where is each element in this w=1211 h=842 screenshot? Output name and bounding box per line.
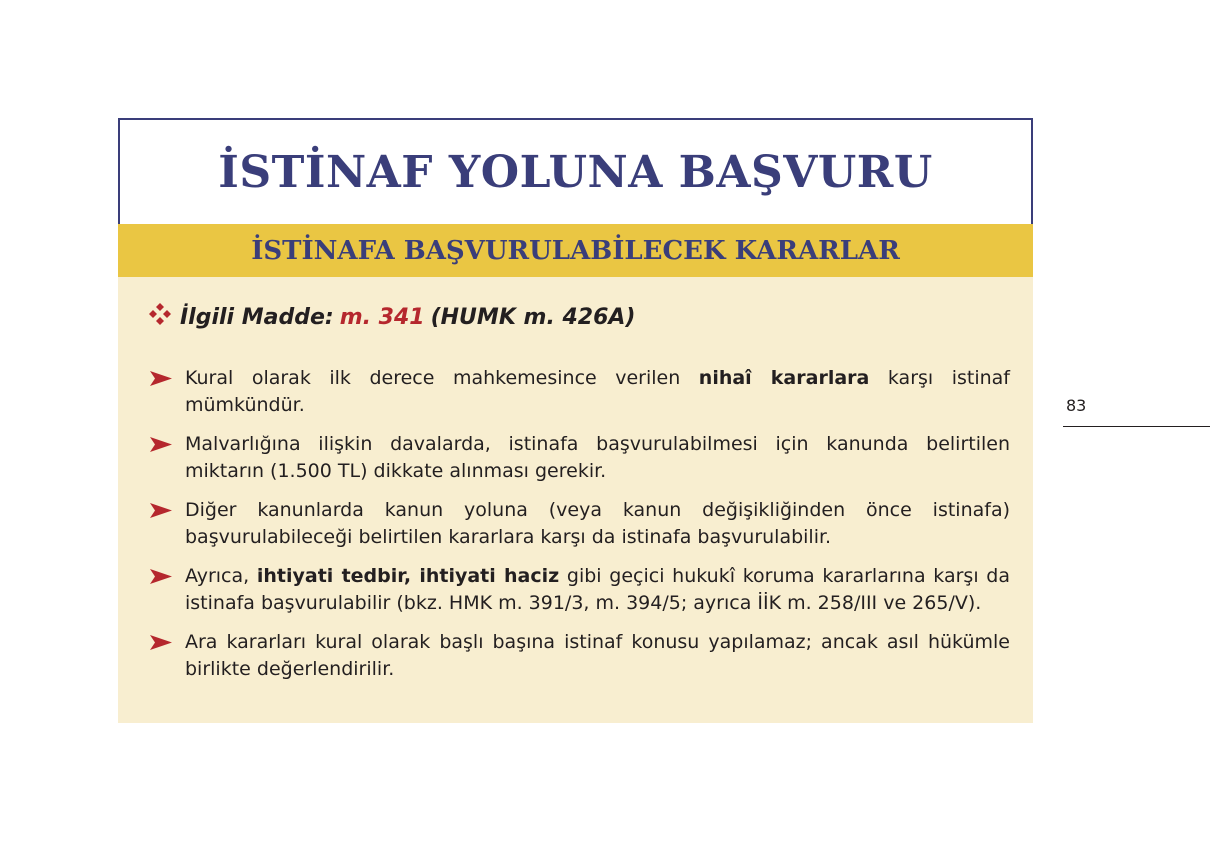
bullet-text: ihtiyati tedbir, ihtiyati haciz: [256, 565, 560, 587]
arrow-bullet-icon: [150, 437, 172, 452]
article-reference: [148, 305, 635, 330]
bullet-item: [148, 431, 1010, 485]
article-label: İlgili Madde:: [180, 305, 334, 330]
content-panel: [118, 277, 1033, 723]
page-number: 83: [1066, 396, 1087, 415]
subtitle-bar: [118, 224, 1033, 277]
bullet-text: karşı istinaf mümkündür.: [185, 367, 1010, 416]
arrow-bullet-icon: [150, 569, 172, 584]
page-number-rule: [1063, 426, 1210, 427]
arrow-bullet-icon: [150, 635, 172, 650]
arrow-bullet-icon: [150, 371, 172, 386]
bullet-text: nihaî kararlara: [698, 367, 870, 389]
bullet-item: [148, 629, 1010, 683]
article-ref-old: (HUMK m. 426A): [430, 305, 636, 330]
diamond-cluster-icon: [148, 302, 172, 326]
bullet-item: [148, 497, 1010, 551]
article-ref: m. 341: [339, 305, 425, 330]
bullet-text: Kural olarak ilk derece mahkemesince verilen: [185, 367, 699, 389]
bullet-item: [148, 365, 1010, 419]
bullet-text: Ayrıca,: [185, 565, 257, 587]
arrow-bullet-icon: [150, 503, 172, 518]
page-title: İSTİNAF YOLUNA BAŞVURU: [218, 146, 933, 198]
section-subtitle: İSTİNAFA BAŞVURULABİLECEK KARARLAR: [251, 235, 900, 266]
bullet-list: [148, 365, 1010, 695]
bullet-text: Malvarlığına ilişkin davalarda, istinafa başvurulabilmesi için kanunda belirtilen miktarın (1.500 TL) dikkate alınması gerekir.: [185, 433, 1010, 482]
bullet-item: [148, 563, 1010, 617]
bullet-text: Ara kararları kural olarak başlı başına istinaf konusu yapılamaz; ancak asıl hükümle birlikte değerlendirilir.: [185, 631, 1010, 680]
bullet-text: Diğer kanunlarda kanun yoluna (veya kanun değişikliğinden önce istinafa) başvurulabileceği belirtilen kararlara karşı da istinafa başvurulabilir.: [185, 499, 1010, 548]
bullet-text: gibi geçici hukukî koruma kararlarına karşı da istinafa başvurulabilir (bkz. HMK m. 391/3, m. 394/5; ayrıca İİK m. 258/III ve 265/V).: [185, 565, 1010, 614]
title-box: [118, 118, 1033, 226]
